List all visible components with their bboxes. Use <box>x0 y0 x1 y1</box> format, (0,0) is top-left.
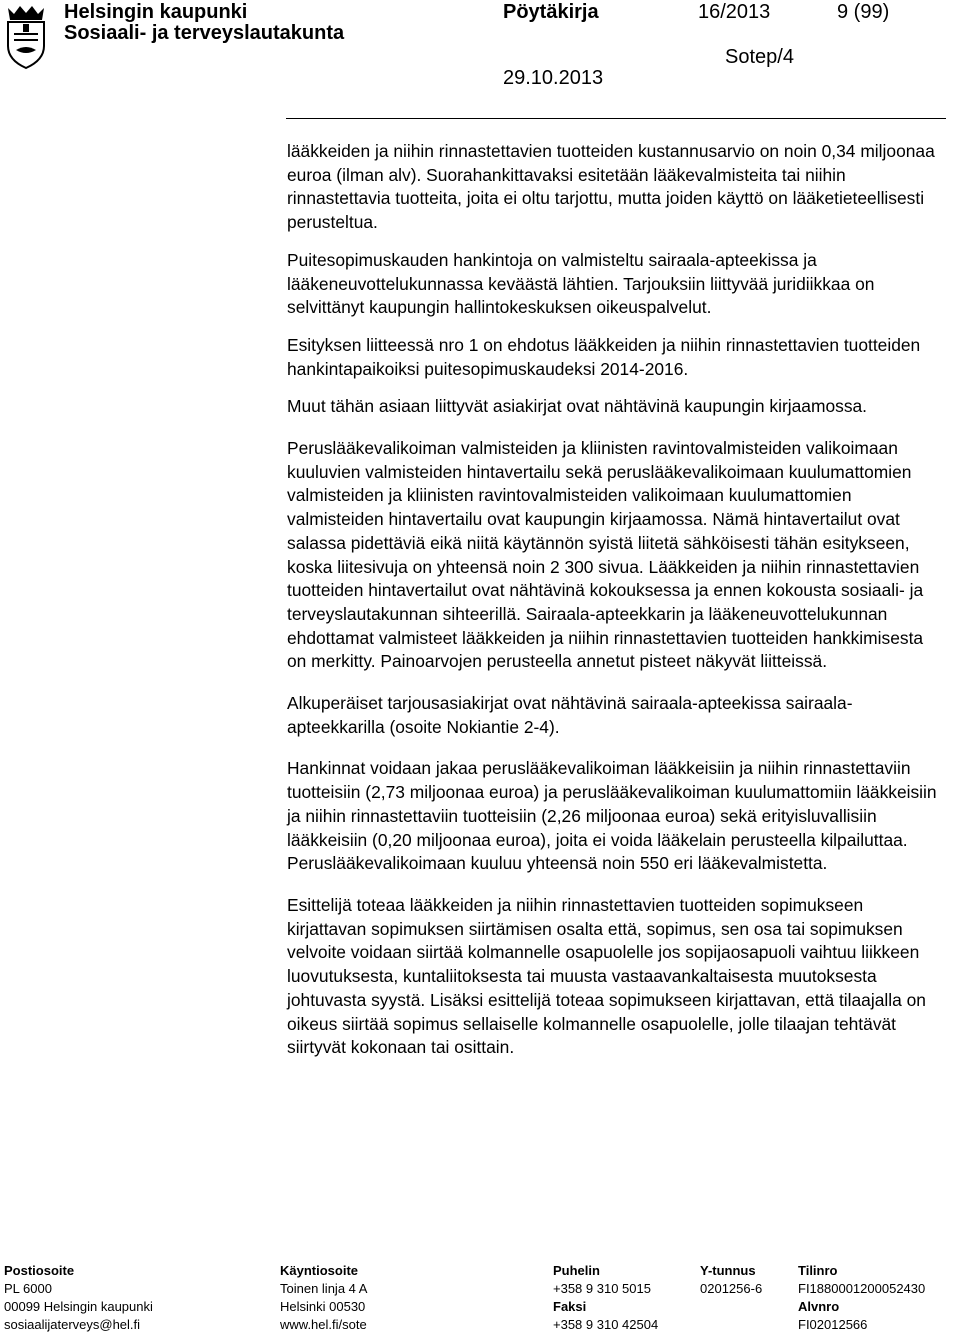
organization-name: Helsingin kaupunki <box>64 1 248 23</box>
footer-value: FI02012566 <box>798 1317 868 1332</box>
footer-label: Y-tunnus <box>700 1263 756 1278</box>
document-type: Pöytäkirja <box>503 1 599 23</box>
paragraph: Peruslääkevalikoiman valmisteiden ja kliinisten ravintovalmisteiden valikoimaan kuuluvien valmisteiden hintavertailu sekä peruslääkevalikoimaan kuulumattomien valmisteiden ja kliinisten ravintovalmisteiden valikoimaan kuulumattomien valmisteiden hintavertailu ovat kaupungin kirjaamossa. Nämä hintavertailut ovat salassa pidettäviä eikä niitä käytännön syistä liitetä sähköisesti tähän esitykseen, koska liitesivuja on yhteensä noin 2 300 sivua. Lääkkeiden ja niihin rinnastettavien tuotteiden hintavertailut ovat nähtävinä kokouksessa ja ennen kokousta sosiaali- ja terveyslautakunnan sihteerillä. Sairaala-apteekkarin ja lääkeneuvottelukunnan ehdottamat valmisteet lääkkeiden ja niihin rinnastettavien tuotteiden hankkimisesta on merkitty. Painoarvojen perusteella annetut pisteet näkyvät liitteissä. <box>287 438 924 672</box>
footer-label: Faksi <box>553 1299 587 1314</box>
paragraph: Alkuperäiset tarjousasiakirjat ovat nähtävinä sairaala-apteekissa sairaala-apteekkarilla (osoite Nokiantie 2-4). <box>287 693 853 737</box>
page-number: 9 (99) <box>837 1 890 23</box>
footer-website: www.hel.fi/sote <box>280 1317 367 1332</box>
footer-label: Postiosoite <box>4 1263 75 1278</box>
board-name: Sosiaali- ja terveyslautakunta <box>64 22 345 44</box>
paragraph: Hankinnat voidaan jakaa peruslääkevalikoiman lääkkeisiin ja niihin rinnastettaviin tuotteisiin (2,73 miljoonaa euroa) ja peruslääkevalikoiman kuulumattomiin lääkkeisiin ja niihin rinnastettaviin tuotteisiin (2,26 miljoonaa euroa) sekä erityisluvallisiin lääkkeisiin (0,20 miljoonaa euroa), joita ei voida lääkelain perusteella kilpailuttaa. Peruslääkevalikoimaan kuuluu yhteensä noin 550 eri lääkevalmistetta. <box>287 758 937 874</box>
paragraph: Puitesopimuskauden hankintoja on valmisteltu sairaala-apteekissa ja lääkeneuvottelukunnassa keväästä lähtien. Tarjouksiin liittyvää juridiikkaa on selvittänyt kaupungin hallintokeskuksen oikeuspalvelut. <box>287 249 875 318</box>
footer-email: sosiaalijaterveys@hel.fi <box>4 1317 141 1332</box>
footer-label: Käyntiosoite <box>280 1263 359 1278</box>
footer-value: +358 9 310 42504 <box>553 1317 659 1332</box>
header-divider <box>286 118 946 119</box>
paragraph: lääkkeiden ja niihin rinnastettavien tuotteiden kustannusarvio on noin 0,34 miljoonaa euroa (ilman alv). Suorahankittavaksi esitetään lääkevalmisteita tai niihin rinnastettavia tuotteita, joita ei oltu tarjottu, mutta joiden käyttö on lääketieteellisesti perusteltua. <box>287 141 935 233</box>
section-code: Sotep/4 <box>725 46 794 68</box>
footer-value: Toinen linja 4 A <box>280 1281 368 1296</box>
paragraph: Esityksen liitteessä nro 1 on ehdotus lääkkeiden ja niihin rinnastettavien tuotteiden hankintapaikoiksi puitesopimuskaudeksi 2014-2016. <box>287 334 921 379</box>
document-body <box>287 140 947 1074</box>
paragraph: Esittelijä toteaa lääkkeiden ja niihin rinnastettavien tuotteiden sopimukseen kirjattavan sopimuksen siirtämisen osalta että, sopimus, sen osa tai sopimuksen velvoite voidaan siirtää kolmannelle osapuolelle jos sopijaosapuoli vaihtuu liikkeen luovutuksesta, kuntaliitoksesta tai muusta vastaavankaltaisesta muutoksesta johtuvasta syystä. Lisäksi esittelijä toteaa sopimukseen kirjattavan, että tilaajalla on oikeus siirtää sopimus sellaiselle kolmannelle osapuolelle, jolle tilaajan tehtävät siirtyvät kokonaan tai osittain. <box>287 894 926 1058</box>
meeting-date: 29.10.2013 <box>503 67 604 89</box>
document-number: 16/2013 <box>698 1 771 23</box>
footer-value: FI1880001200052430 <box>798 1281 926 1296</box>
footer-label: Tilinro <box>798 1263 838 1278</box>
footer-visiting-address <box>280 1262 367 1334</box>
footer-phone <box>553 1262 658 1334</box>
helsinki-crest-icon <box>4 0 48 70</box>
footer-value: 00099 Helsingin kaupunki <box>4 1299 153 1314</box>
footer-value: +358 9 310 5015 <box>553 1281 651 1296</box>
footer-label: Puhelin <box>553 1263 600 1278</box>
footer-value: 0201256-6 <box>700 1281 763 1296</box>
footer-account <box>798 1262 925 1334</box>
footer-postal-address <box>4 1262 153 1334</box>
footer-business-id <box>700 1262 762 1298</box>
footer-value: PL 6000 <box>4 1281 52 1296</box>
document-header <box>0 0 960 118</box>
footer-value: Helsinki 00530 <box>280 1299 366 1314</box>
paragraph: Muut tähän asiaan liittyvät asiakirjat ovat nähtävinä kaupungin kirjaamossa. <box>287 396 868 417</box>
footer-label: Alvnro <box>798 1299 840 1314</box>
